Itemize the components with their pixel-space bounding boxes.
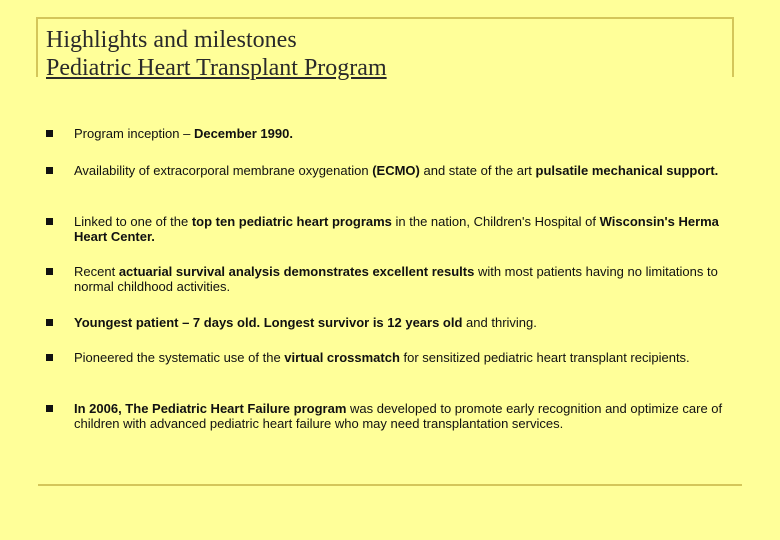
bullet-bold-text: Wisconsin's Herma Heart Center.: [74, 214, 719, 244]
bullet-text: Recent: [74, 264, 119, 279]
bullet-bold-text: actuarial survival analysis demonstrates excellent results: [118, 264, 475, 279]
square-bullet-icon: [46, 167, 53, 174]
slide-title-block: [46, 26, 387, 82]
list-item: [46, 316, 537, 331]
frame-bottom-line: [38, 484, 742, 486]
frame-left-line: [36, 17, 38, 77]
bullet-text: Pioneered the systematic use of the: [74, 350, 285, 365]
list-item: [46, 265, 746, 294]
list-item: [46, 164, 718, 179]
square-bullet-icon: [46, 130, 53, 137]
list-item: [46, 215, 746, 244]
bullet-bold-text: Youngest patient – 7 days old. Longest survivor is 12 years old: [74, 315, 463, 330]
bullet-bold-text: (ECMO): [372, 163, 420, 178]
bullet-text: and state of the art: [419, 163, 536, 178]
list-item: [46, 402, 746, 431]
square-bullet-icon: [46, 354, 53, 361]
square-bullet-icon: [46, 218, 53, 225]
square-bullet-icon: [46, 319, 53, 326]
list-item: [46, 127, 293, 142]
list-item: [46, 351, 690, 366]
frame-right-line: [732, 17, 734, 77]
bullet-bold-text: virtual crossmatch: [284, 350, 400, 365]
bullet-text: Program inception –: [74, 126, 194, 141]
slide-subtitle: Pediatric Heart Transplant Program: [46, 55, 387, 81]
square-bullet-icon: [46, 405, 53, 412]
bullet-text: in the nation, Children's Hospital of: [391, 214, 600, 229]
bullet-text: for sensitized pediatric heart transplant recipients.: [399, 350, 690, 365]
frame-top-line: [36, 17, 734, 19]
slide-title: Highlights and milestones: [46, 27, 297, 53]
bullet-text: with most patients having no limitations to normal childhood activities.: [74, 264, 718, 294]
bullet-bold-text: In 2006, The Pediatric Heart Failure program: [74, 401, 347, 416]
bullet-bold-text: pulsatile mechanical support.: [535, 163, 719, 178]
bullet-text: Availability of extracorporal membrane oxygenation: [74, 163, 373, 178]
bullet-bold-text: top ten pediatric heart programs: [191, 214, 392, 229]
bullet-text: and thriving.: [462, 315, 537, 330]
bullet-text: was developed to promote early recognition and optimize care of children with advanced pediatric heart failure who may need transplantation services.: [74, 401, 723, 431]
bullet-bold-text: December 1990.: [193, 126, 293, 141]
bullet-text: Linked to one of the: [74, 214, 192, 229]
square-bullet-icon: [46, 268, 53, 275]
